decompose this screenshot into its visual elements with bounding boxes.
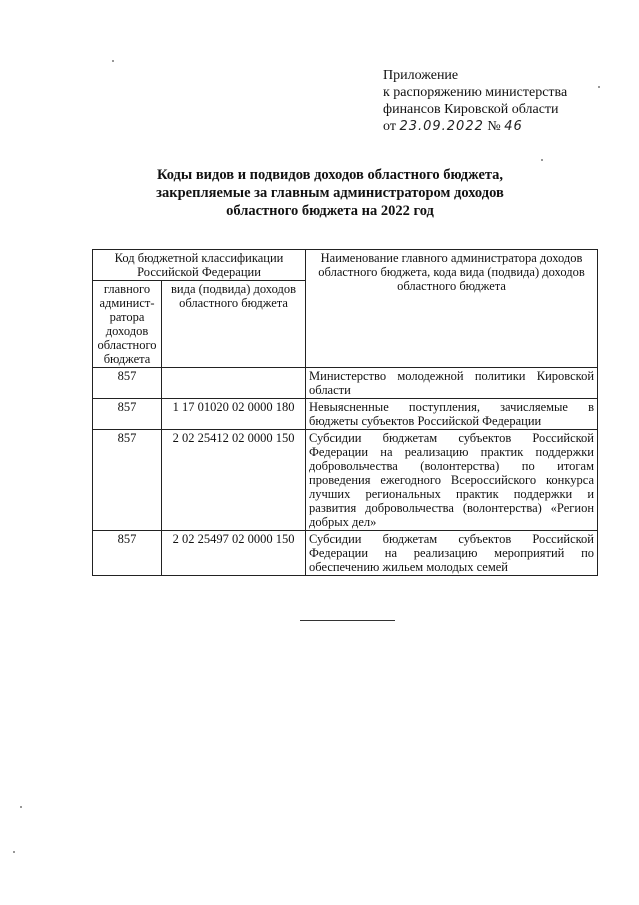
- appendix-title: Приложение: [383, 68, 459, 83]
- handwritten-date: 23.09.2022: [399, 119, 484, 134]
- row-description: Субсидии бюджетам субъектов Российской Федерации на реализацию мероприятий по обеспечению жильем молодых семей: [306, 531, 598, 576]
- header-row: [93, 250, 598, 281]
- table-row: [93, 531, 598, 576]
- header-admin-line: доходов: [105, 324, 149, 338]
- scan-speck: [541, 159, 543, 161]
- scan-speck: [598, 86, 600, 88]
- header-budget-classification: Код бюджетной классификации Российской Федерации: [93, 250, 306, 281]
- scan-speck: [20, 806, 22, 808]
- table-row: [93, 430, 598, 531]
- appendix-block: [383, 67, 623, 135]
- row-income-code: 2 02 25412 02 0000 150: [162, 430, 306, 531]
- table-row: [93, 368, 598, 399]
- document-title: [130, 166, 530, 220]
- scan-speck: [112, 60, 114, 62]
- row-income-code: 2 02 25497 02 0000 150: [162, 531, 306, 576]
- row-admin-code: 857: [93, 399, 162, 430]
- header-administrator-name: Наименование главного администратора доходов областного бюджета, кода вида (подвида) доходов областного бюджета: [306, 250, 598, 368]
- handwritten-number: 46: [504, 119, 523, 134]
- appendix-line-order: к распоряжению министерства: [383, 85, 568, 100]
- scan-speck: [13, 851, 15, 853]
- from-label: от: [383, 119, 396, 134]
- row-admin-code: 857: [93, 430, 162, 531]
- title-line-3: областного бюджета на 2022 год: [226, 203, 434, 219]
- header-admin-line: ратора: [109, 310, 145, 324]
- row-description: Невыясненные поступления, зачисляемые в бюджеты субъектов Российской Федерации: [306, 399, 598, 430]
- appendix-line-ministry: финансов Кировской области: [383, 102, 559, 117]
- row-admin-code: 857: [93, 531, 162, 576]
- header-income-kind: вида (подвида) доходов областного бюджета: [162, 281, 306, 368]
- row-description: Министерство молодежной политики Кировской области: [306, 368, 598, 399]
- header-admin-line: админист-: [99, 296, 155, 310]
- closing-line: [300, 620, 395, 621]
- header-admin-line: главного: [103, 282, 151, 296]
- row-income-code: 1 17 01020 02 0000 180: [162, 399, 306, 430]
- header-main-administrator: [93, 281, 162, 368]
- header-admin-line: областного: [97, 338, 157, 352]
- row-admin-code: 857: [93, 368, 162, 399]
- title-line-1: Коды видов и подвидов доходов областного бюджета,: [156, 167, 504, 183]
- number-label: №: [487, 119, 501, 134]
- row-income-code: [162, 368, 306, 399]
- codes-table: [92, 249, 598, 576]
- row-description: Субсидии бюджетам субъектов Российской Федерации на реализацию практик поддержки добровольчества (волонтерства) по итогам проведения ежегодного Всероссийского конкурса лучших региональных практик поддержки и развития добровольчества (волонтерства) «Регион добрых дел»: [306, 430, 598, 531]
- table-row: [93, 399, 598, 430]
- appendix-date-line: [383, 118, 623, 135]
- header-admin-line: бюджета: [103, 352, 151, 366]
- title-line-2: закрепляемые за главным администратором доходов: [156, 185, 504, 201]
